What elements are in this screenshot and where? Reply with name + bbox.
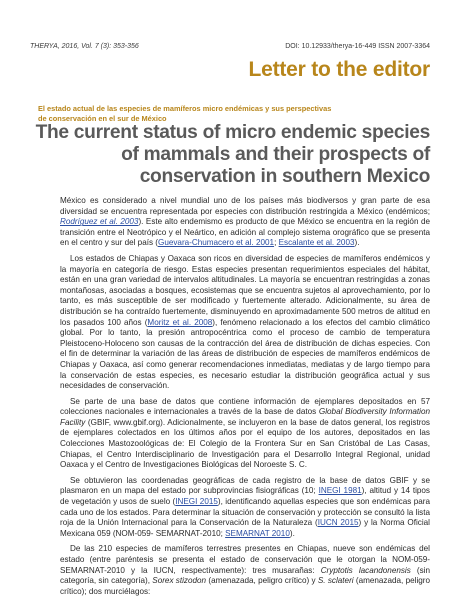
text-run: De las 210 especies de mamíferos terrestres presentes en Chiapas, nueve son endémicas del estado (entre paréntesis se presenta el estado de conservación que le otorgan la NOM-059-SEMARNAT-2010 y la IUCN, respectivamente): tres musarañas: — [60, 544, 430, 575]
text-run: Los estados de Chiapas y Oaxaca son ricos en diversidad de especies de mamíferos endémicos y la mayoría en categoría de riesgo. Estas especies presentan requerimientos especiales del hábitat, están en una gran variedad de intervalos altitudinales. La mayoría se encuentran restringidas a zonas montañosas, asociadas a bosques, ecosistemas que se encuentra sujetos al aprovechamiento, por lo tanto, es más susceptible de ser modificado y fuertemente alterado. Adicionalmente, su área de distribución se ha contraído fuertemente, disminuyendo en aproximadamente 500 metros de altitud en los pasados 100 años ( — [60, 253, 430, 327]
italic-run: S. sclateri — [317, 576, 354, 586]
text-run: ), fenómeno relacionado a los efectos del cambio climático global. Por lo tanto, la presión antropocéntrica como el proceso de cambio de temperatura Pleistoceno-Holoceno son causas de la contracción del área de distribución de dichas especies. Con el fin de determinar la variación de las áreas de distribución de especies de mamíferos endémicos de Chiapas y Oaxaca, así como generar recomendaciones inmediatas, mediatas y de largo tiempo para la conservación de estas especies, es necesario estudiar la distribución geográfica actual y sus necesidades de conservación. — [60, 317, 430, 391]
paragraph-4 — [60, 476, 430, 540]
text-run: ). — [289, 528, 295, 538]
text-run: ). — [354, 238, 360, 248]
text-run: Se obtuvieron las coordenadas geográficas de cada registro de la base de datos GBIF y se plasmaron en un mapa del estado por subprovincias fisiográficas (10; — [60, 475, 430, 496]
text-run: ). Este alto endemismo es producto de que México se encuentra en la región de transición entre el Neotrópico y el Neártico, en adición al complejo sistema orográfico que se presenta en el centro y sur del país ( — [60, 217, 431, 248]
citation-link[interactable]: Guevara-Chumacero et al. 2001 — [158, 238, 275, 248]
italic-run: Sorex stizodon — [152, 576, 207, 586]
text-run: ), identificando aquellas especies que son endémicas para cada uno de los estados. Para determinar la situación de conservación y protección se consultó la lista roja de la Unión Internacional para la Conservación de la Naturaleza ( — [60, 497, 430, 528]
italic-run: Global Biodiversity Information Facility — [60, 407, 431, 427]
text-run: (amenazada, peligro crítico); dos murciélagos: — [60, 576, 430, 596]
text-run: ) y la Norma Oficial Mexicana 059 (NOM-059- SEMARNAT-2010; — [60, 518, 430, 538]
article-title: The current status of micro endemic species of mammals and their prospects of conservation in southern Mexico — [35, 122, 430, 187]
running-header — [30, 43, 430, 55]
doi-issn: DOI: 10.12933/therya-16-449 ISSN 2007-3364 — [285, 43, 430, 50]
text-run: (GBIF, www.gbif.org). Adicionalmente, se incluyeron en la base de datos general, los registros de ejemplares colectados en los últimos años por el equipo de los autores, depositados en las Colecciones Mastozoológicas de: El Colegio de la Frontera Sur en San Cristóbal de Las Casas, Chiapas, el Centro Interdisciplinario de Investigación para el Desarrollo Integral Regional, unidad Oaxaca y el Centro de Investigaciones Biológicas del Noroeste S. C. — [60, 417, 430, 470]
paragraph-5 — [60, 544, 430, 597]
text-run: Se parte de una base de datos que contiene información de ejemplares depositados en 57 colecciones nacionales e internacionales a través de la base de datos — [60, 396, 430, 417]
text-run: México es considerado a nivel mundial uno de los países más biodiversos y gran parte de esa diversidad se encuentra representada por especies con distribución restringida a México (endémicos; — [60, 196, 430, 216]
paragraph-2 — [60, 254, 430, 392]
citation-link[interactable]: IUCN 2015 — [317, 518, 359, 528]
citation-link[interactable]: Rodríguez et al. 2003 — [60, 217, 139, 227]
text-run: ; — [274, 238, 279, 248]
italic-run: Cryptotis lacandonensis — [320, 565, 411, 575]
section-label: Letter to the editor — [248, 58, 430, 81]
citation-link[interactable]: INEGI 1981 — [318, 486, 362, 496]
citation-link[interactable]: Moritz et al. 2008 — [147, 317, 213, 327]
citation-link[interactable]: Escalante et al. 2003 — [278, 238, 355, 248]
paragraph-1 — [60, 196, 430, 249]
spanish-title: El estado actual de las especies de mamíferos micro endémicas y sus perspectivas de conservación en el sur de México — [38, 104, 332, 123]
text-run: (amenazada, peligro crítico) y — [206, 576, 318, 586]
paragraph-3 — [60, 397, 430, 471]
text-run: (sin categoría, sin categoría), — [60, 565, 430, 586]
article-body — [60, 196, 430, 602]
citation-link[interactable]: SEMARNAT 2010 — [225, 528, 290, 538]
citation-link[interactable]: INEGI 2015 — [175, 497, 218, 507]
text-run: ), altitud y 14 tipos de vegetación y usos de suelo ( — [60, 486, 430, 507]
journal-citation: THERYA, 2016, Vol. 7 (3): 353-356 — [30, 43, 139, 50]
